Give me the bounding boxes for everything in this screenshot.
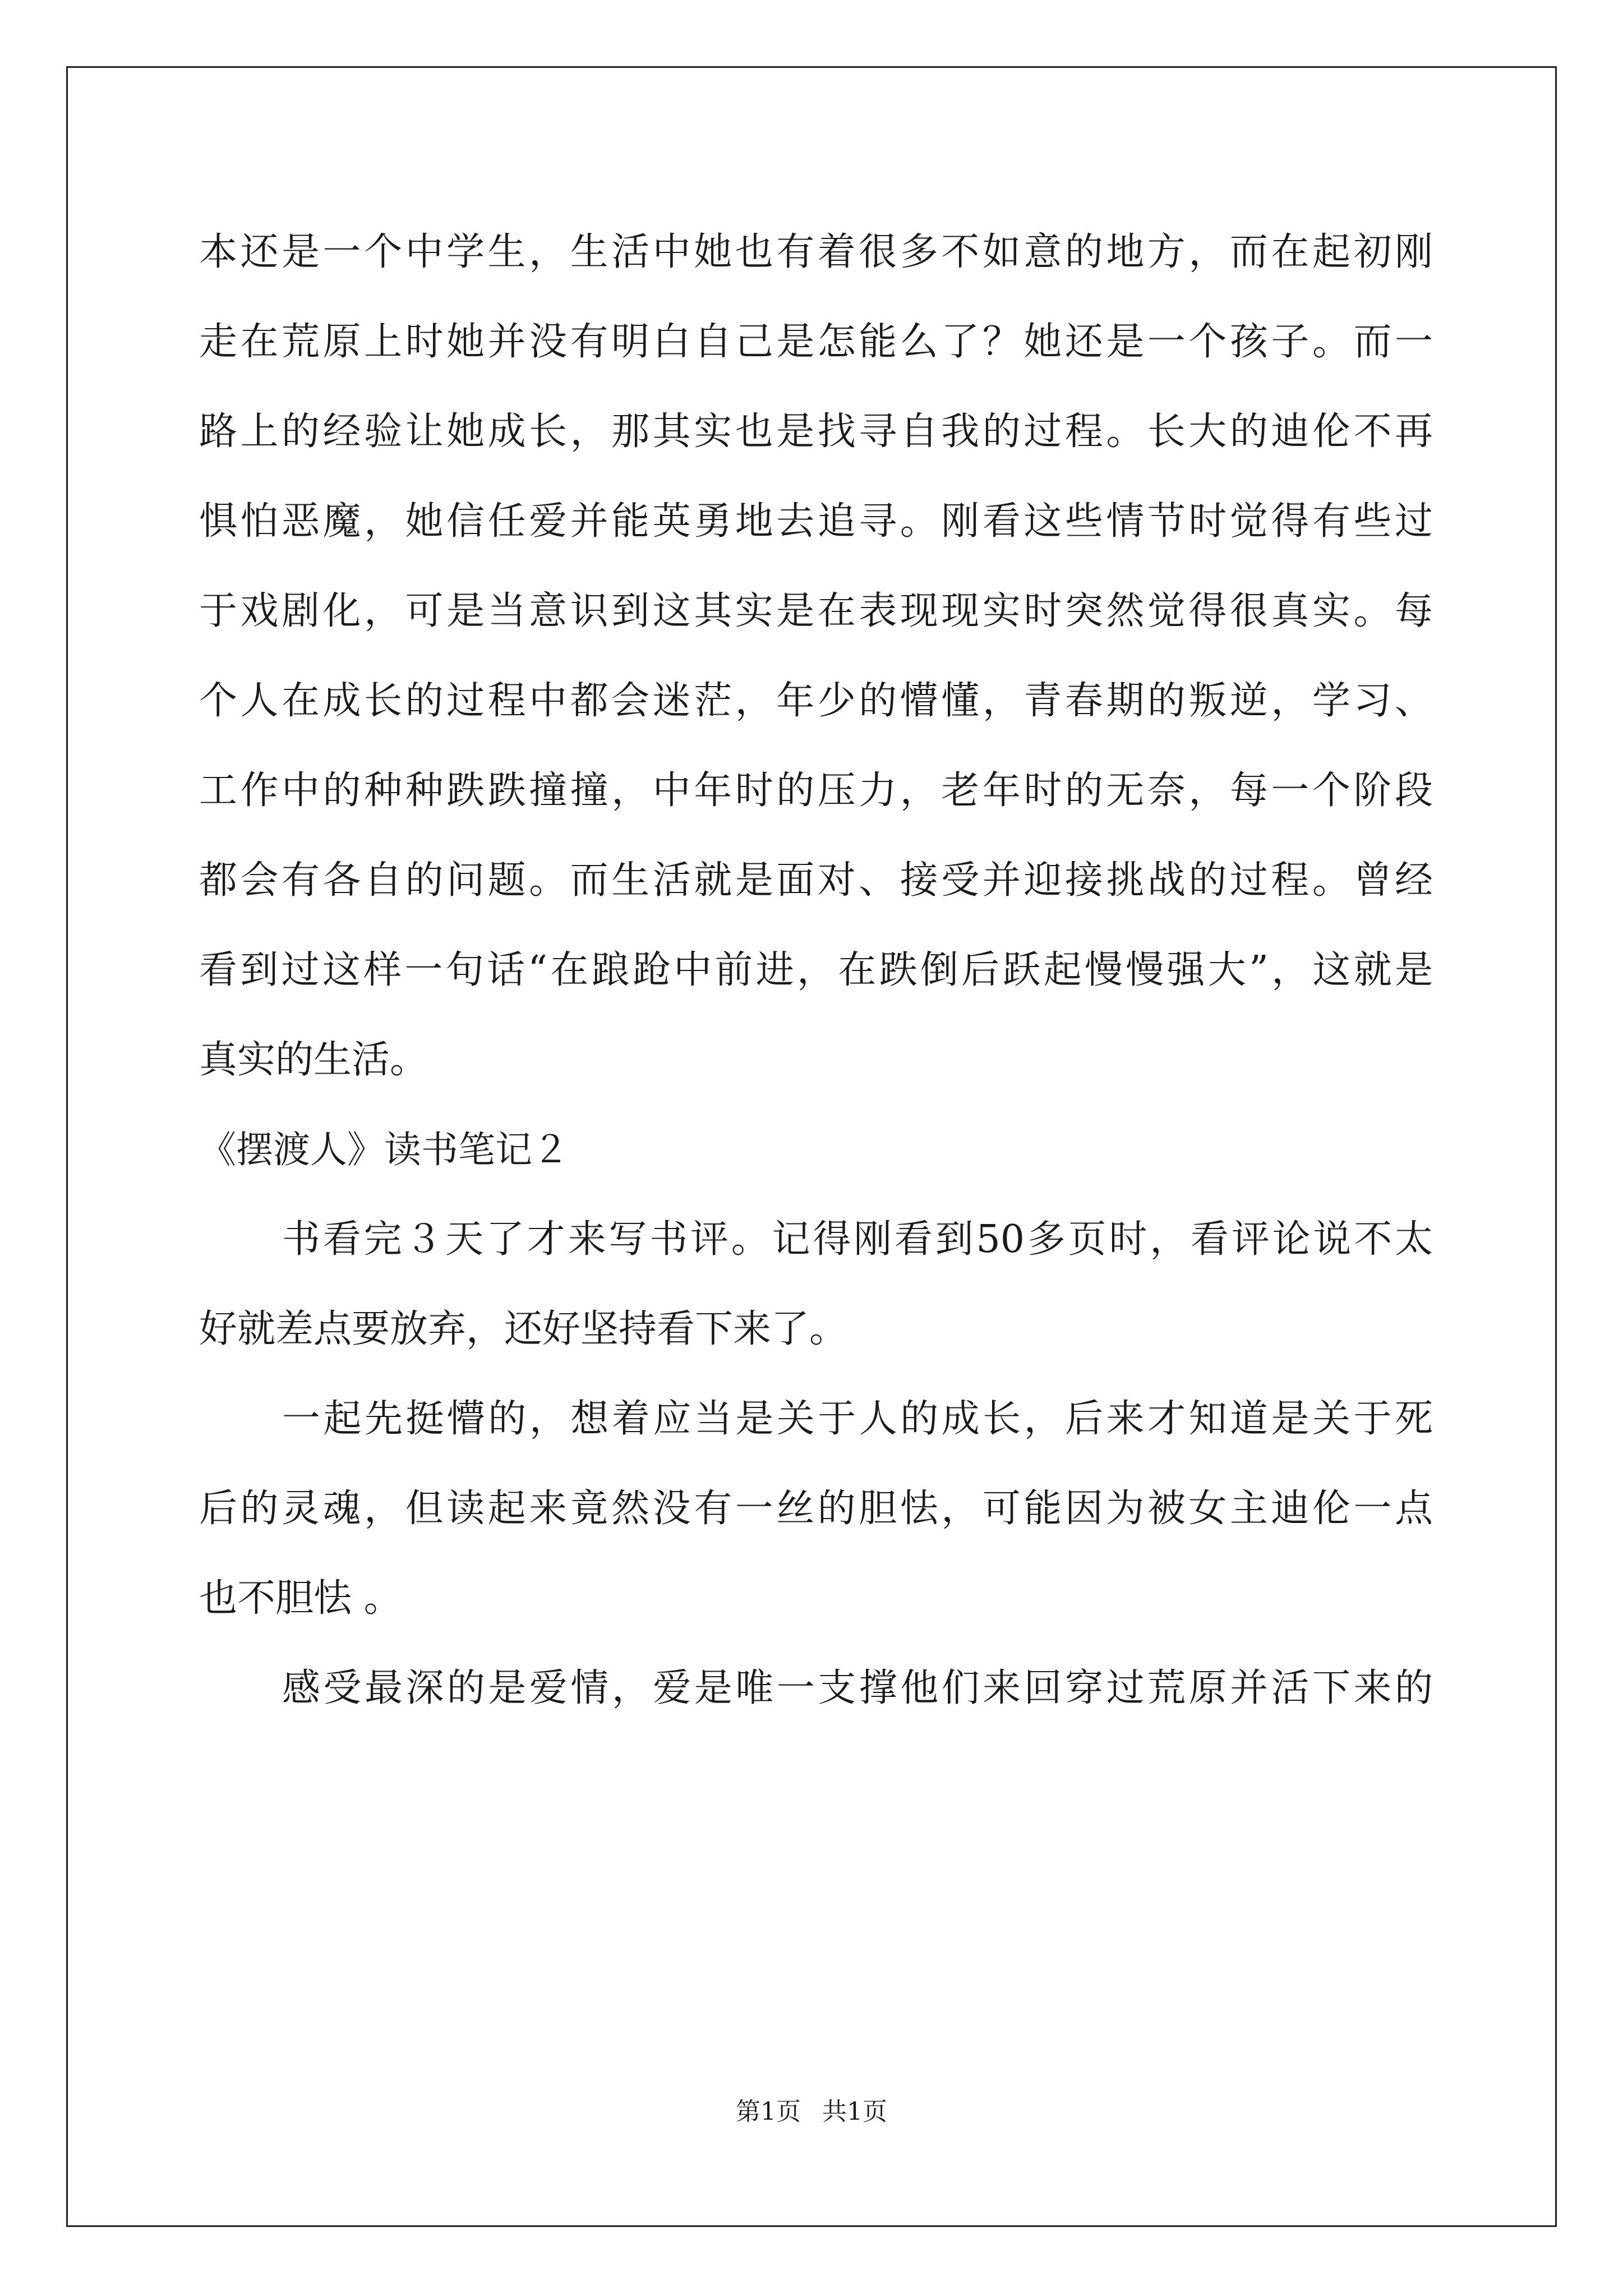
paragraph-line: 都会有各自的问题。而生活就是面对、接受并迎接挑战的过程。曾经 [199,858,1433,903]
paragraph-line: 也不胆怯 。 [199,1576,402,1621]
page-number-current: 第1页 [736,2097,801,2126]
paragraph-line: 个人在成长的过程中都会迷茫，年少的懵懂，青春期的叛逆，学习、 [199,679,1433,723]
page-number-total: 共1页 [822,2097,887,2126]
paragraph-line: 于戏剧化，可是当意识到这其实是在表现现实时突然觉得很真实。每 [199,589,1433,633]
paragraph-line: 惧怕恶魔，她信任爱并能英勇地去追寻。刚看这些情节时觉得有些过 [199,499,1433,544]
paragraph-line: 书看完３天了才来写书评。记得刚看到50多页时，看评论说不太 [282,1217,1433,1262]
paragraph-line: 真实的生活。 [199,1038,428,1082]
paragraph-line: 一起先挺懵的，想着应当是关于人的成长，后来才知道是关于死 [282,1397,1433,1441]
paragraph-line: 看到过这样一句话“在踉跄中前进，在跌倒后跃起慢慢强大”，这就是 [199,948,1433,992]
paragraph-line: 工作中的种种跌跌撞撞，中年时的压力，老年时的无奈，每一个阶段 [199,769,1433,813]
paragraph-line: 后的灵魂，但读起来竟然没有一丝的胆怯，可能因为被女主迪伦一点 [199,1487,1433,1531]
paragraph-line: 本还是一个中学生，生活中她也有着很多不如意的地方，而在起初刚 [199,230,1433,274]
document-body [199,208,1433,1733]
paragraph-line: 感受最深的是爱情，爱是唯一支撑他们来回穿过荒原并活下来的 [282,1666,1433,1710]
section-heading: 《摆渡人》读书笔记２ [199,1128,569,1171]
paragraph-line: 好就差点要放弃，还好坚持看下来了。 [199,1307,848,1351]
page-footer [0,2095,1623,2129]
paragraph-line: 走在荒原上时她并没有明白自己是怎能么了？她还是一个孩子。而一 [199,320,1433,364]
paragraph-line: 路上的经验让她成长，那其实也是找寻自我的过程。长大的迪伦不再 [199,409,1433,454]
